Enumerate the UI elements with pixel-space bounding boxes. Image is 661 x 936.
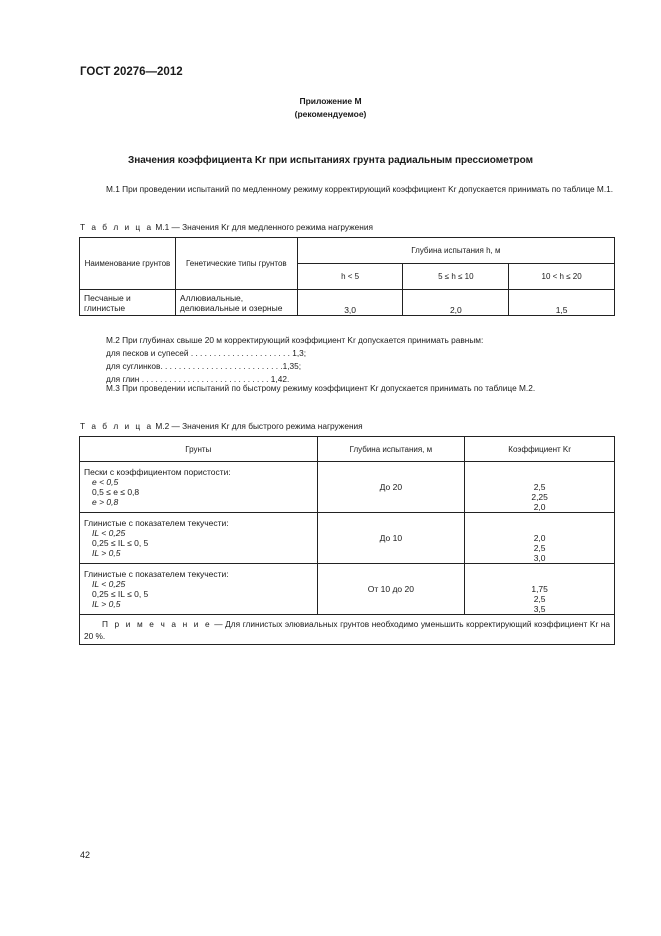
t2-group2-value3: 3,0 [533, 553, 546, 563]
table-m2 [79, 436, 615, 645]
deep-values-list [106, 347, 306, 386]
t2-group3-depth: От 10 до 20 [317, 564, 465, 615]
t2-group3-item1: IL < 0,25 [92, 579, 126, 589]
t2-group2-soils [80, 513, 318, 564]
deep-value-3: 1,42. [270, 374, 290, 384]
t2-group3-soils [80, 564, 318, 615]
document-code: ГОСТ 20276—2012 [80, 66, 183, 78]
t1-cell-soil: Песчаные и глинистые [80, 290, 176, 316]
t1-header-depth-2: 5 ≤ h ≤ 10 [403, 264, 509, 290]
table-row [80, 462, 615, 513]
t2-group1-depth: До 20 [317, 462, 465, 513]
t2-group1-title: Пески с коэффициентом пористости: [84, 467, 231, 477]
paragraph-m2: М.2 При глубинах свыше 20 м корректирующий коэффициент Kr допускается принимать равным: [106, 335, 484, 345]
t2-group3-item3: IL > 0,5 [92, 599, 121, 609]
table-row [80, 615, 615, 645]
paragraph-m3: М.3 При проведении испытаний по быстрому режиму коэффициент Kr допускается принимать по таблице М.2. [106, 383, 536, 393]
t2-group1-item3: e > 0,8 [92, 497, 119, 507]
table-row [80, 290, 615, 316]
t2-group3-values [465, 564, 615, 615]
t1-cell-genetic: Аллювиальные, делювиальные и озерные [175, 290, 297, 316]
t2-group3-value1: 1,75 [531, 584, 548, 594]
t1-header-depth-3: 10 < h ≤ 20 [509, 264, 615, 290]
section-title: Значения коэффициента Kr при испытаниях грунта радиальным прессиометром [127, 155, 533, 166]
t1-header-depth-1: h < 5 [297, 264, 403, 290]
deep-label-2: для суглинков [106, 361, 161, 371]
table-m1 [79, 237, 615, 316]
list-item [106, 360, 306, 373]
t1-header-genetic: Генетические типы грунтов [175, 238, 297, 290]
table1-caption [80, 222, 373, 232]
t2-group1-value2: 2,25 [531, 492, 548, 502]
t2-group2-values [465, 513, 615, 564]
deep-label-3: для глин [106, 374, 140, 384]
t2-note-prefix: П р и м е ч а н и е [102, 618, 212, 629]
t2-group3-value2: 2,5 [533, 594, 546, 604]
t2-group2-title: Глинистые с показателем текучести: [84, 518, 229, 528]
t2-header-coef: Коэффициент Kr [465, 437, 615, 462]
t2-group1-value3: 2,0 [533, 502, 546, 512]
t2-group1-values [465, 462, 615, 513]
annex-heading [0, 95, 661, 121]
deep-dots-3: . . . . . . . . . . . . . . . . . . . . . . . . . . . . [139, 374, 271, 384]
page-number: 42 [80, 850, 91, 860]
table-row [80, 513, 615, 564]
t2-group3-item2: 0,25 ≤ IL ≤ 0, 5 [92, 589, 149, 599]
deep-dots-2: . . . . . . . . . . . . . . . . . . . . . . . . . . . [160, 361, 283, 371]
paragraph-m1: М.1 При проведении испытаний по медленному режиму корректирующий коэффициент Kr допускается принимать по таблице М.1. [106, 184, 614, 194]
table2-caption [80, 421, 363, 431]
t1-header-depth: Глубина испытания h, м [297, 238, 614, 264]
t2-note-text: — Для глинистых элювиальных грунтов необходимо уменьшить корректирующий коэффициент Kr на 20 %. [84, 618, 610, 641]
t2-header-depth: Глубина испытания, м [317, 437, 465, 462]
t2-header-soils: Грунты [80, 437, 318, 462]
t2-group3-value3: 3,5 [533, 604, 546, 614]
annex-title: Приложение М [299, 96, 362, 106]
t2-group2-value1: 2,0 [533, 533, 546, 543]
t1-header-soil: Наименование грунтов [80, 238, 176, 290]
t2-group2-item2: 0,25 ≤ IL ≤ 0, 5 [92, 538, 149, 548]
table1-caption-prefix: Т а б л и ц а [80, 222, 154, 232]
table-row [80, 564, 615, 615]
t2-group2-item1: IL < 0,25 [92, 528, 126, 538]
annex-status: (рекомендуемое) [294, 109, 367, 119]
t2-group1-value1: 2,5 [533, 482, 546, 492]
deep-label-1: для песков и супесей [106, 348, 189, 358]
t2-group1-item1: e < 0,5 [92, 477, 119, 487]
table2-caption-rest: М.2 — Значения Kr для быстрого режима нагружения [153, 421, 363, 431]
deep-value-2: 1,35; [282, 361, 302, 371]
t2-group2-depth: До 10 [317, 513, 465, 564]
t2-group3-title: Глинистые с показателем текучести: [84, 569, 229, 579]
list-item [106, 347, 306, 360]
t2-note [80, 615, 615, 645]
t2-group1-soils [80, 462, 318, 513]
t2-group2-value2: 2,5 [533, 543, 546, 553]
t1-cell-v2: 2,0 [403, 290, 509, 316]
t2-group2-item3: IL > 0,5 [92, 548, 121, 558]
table1-caption-rest: М.1 — Значения Kr для медленного режима нагружения [153, 222, 373, 232]
deep-value-1: 1,3; [292, 348, 307, 358]
t1-cell-v1: 3,0 [297, 290, 403, 316]
t1-cell-v3: 1,5 [509, 290, 615, 316]
t2-group1-item2: 0,5 ≤ e ≤ 0,8 [92, 487, 140, 497]
table2-caption-prefix: Т а б л и ц а [80, 421, 154, 431]
deep-dots-1: . . . . . . . . . . . . . . . . . . . . . . [188, 348, 293, 358]
